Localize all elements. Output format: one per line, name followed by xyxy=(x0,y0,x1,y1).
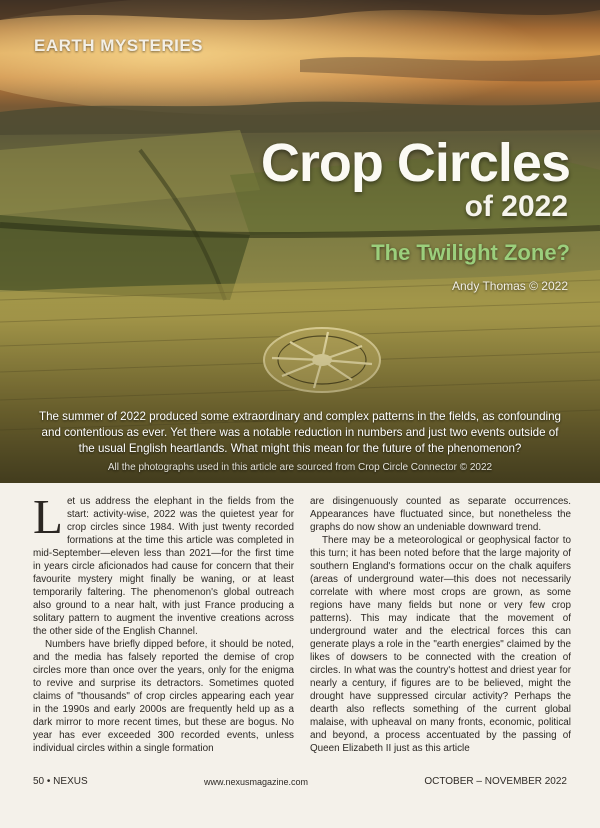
column-right xyxy=(310,495,571,775)
paragraph xyxy=(33,495,294,638)
article-title-year: of 2022 xyxy=(464,190,568,223)
article-subtitle: The Twilight Zone? xyxy=(371,240,570,265)
article-title: Crop Circles xyxy=(260,133,570,193)
section-label: EARTH MYSTERIES xyxy=(34,36,204,55)
photo-credit: All the photographs used in this article are sourced from Crop Circle Connector © 2022 xyxy=(107,462,493,473)
field-patch xyxy=(0,130,260,215)
standfirst: The summer of 2022 produced some extraordinary and complex patterns in the fields, as confounding and contentious as ever. Yet there was a notable reduction in numbers and just two events outside of the usual English heartlands. What might this mean for the future of the phenomenon? xyxy=(38,410,561,455)
paragraph: Numbers have briefly dipped before, it should be noted, and the media has falsely reported the demise of crop circles more than once over the years, only for the enigma to revive and surprise its detractors. Sometimes quoted claims of "thousands" of crop circles appearing each year in the 1990s and early 2000s are frequently held up as a dark mirror to more recent times, but these are bogus. No year has ever exceeded 300 recorded events, unless individual circles within a single formation xyxy=(33,639,294,754)
paragraph-text: et us address the elephant in the fields from the start: activity-wise, 2022 was the quietest year for crop circles since 1984. With just twenty recorded formations at the time this article was completed in mid-September—eleven less than 2021—for the first time in years circle aficionados had cause for concern that their favourite mystery might finally be waning, or at least temporarily faltering. The phenomenon's global outreach also ground to a near halt, with just France producing a solitary pattern to augment the inventive creations across the other side of the English Channel. xyxy=(33,496,294,637)
paragraph: are disingenuously counted as separate occurrences. Appearances have fluctuated since, but nonetheless the graphs do now show an undeniable downward trend. xyxy=(310,496,571,533)
article-body xyxy=(33,495,571,775)
paragraph: There may be a meteorological or geophysical factor to this turn; it has been noted before that the large majority of southern England's formations occur on the chalk aquifers (areas of underground water—this does not necessarily correlate with where most crops are grown, as some regions have many fields but none or very few crop patterns). This may indicate that the movement of underground water and the electrical forces this can generate plays a role in the "earth energies" claimed by the likes of dowsers to be connected with the creation of circles. In what was the country's hottest and driest year for nearly a century, if figures are to be believed, might the drought have suppressed circular activity? Perhaps the dearth also reflects something of the current global malaise, with upheaval on many fronts, economic, political and beyond, a process accentuated by the passing of Queen Elizabeth II just as this article xyxy=(310,535,571,754)
website-link[interactable]: www.nexusmagazine.com xyxy=(203,776,309,787)
horizon-hills xyxy=(0,102,600,135)
page-number: 50 • NEXUS xyxy=(33,776,88,787)
issue-date: OCTOBER – NOVEMBER 2022 xyxy=(424,776,567,787)
author-byline: Andy Thomas © 2022 xyxy=(451,279,568,293)
column-left xyxy=(33,495,294,775)
page-footer xyxy=(33,776,567,787)
drop-cap: L xyxy=(33,495,63,544)
